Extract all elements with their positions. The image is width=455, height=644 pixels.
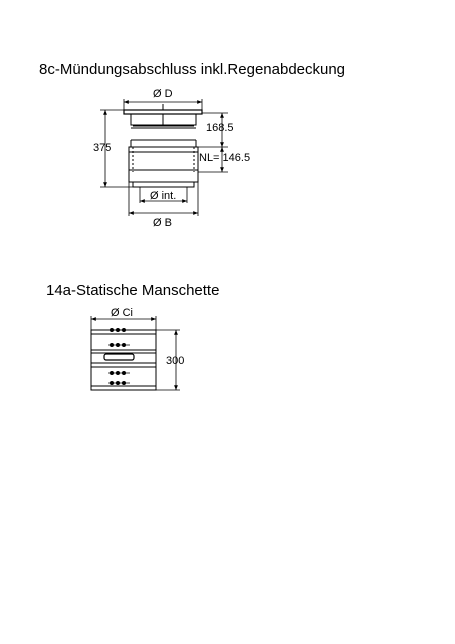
static-collar-drawing	[91, 330, 156, 390]
label-diameter-int: Ø int.	[150, 190, 177, 202]
label-diameter-d: Ø D	[153, 88, 173, 100]
label-height-top: 168.5	[206, 122, 234, 134]
label-nl: NL= 146.5	[199, 152, 251, 164]
label-diameter-ci: Ø Ci	[111, 307, 133, 319]
section-8c-title: 8c-Mündungsabschluss inkl.Regenabdeckung	[39, 61, 346, 78]
label-diameter-b: Ø B	[153, 217, 172, 229]
section-14a-title: 14a-Statische Manschette	[46, 282, 220, 299]
collar-slot	[104, 354, 134, 360]
rain-cap-drawing	[124, 104, 202, 187]
label-height-300: 300	[166, 355, 185, 367]
bottom-spigot	[133, 182, 194, 187]
rain-cover-plate	[124, 110, 202, 114]
label-height-total: 375	[93, 142, 112, 154]
